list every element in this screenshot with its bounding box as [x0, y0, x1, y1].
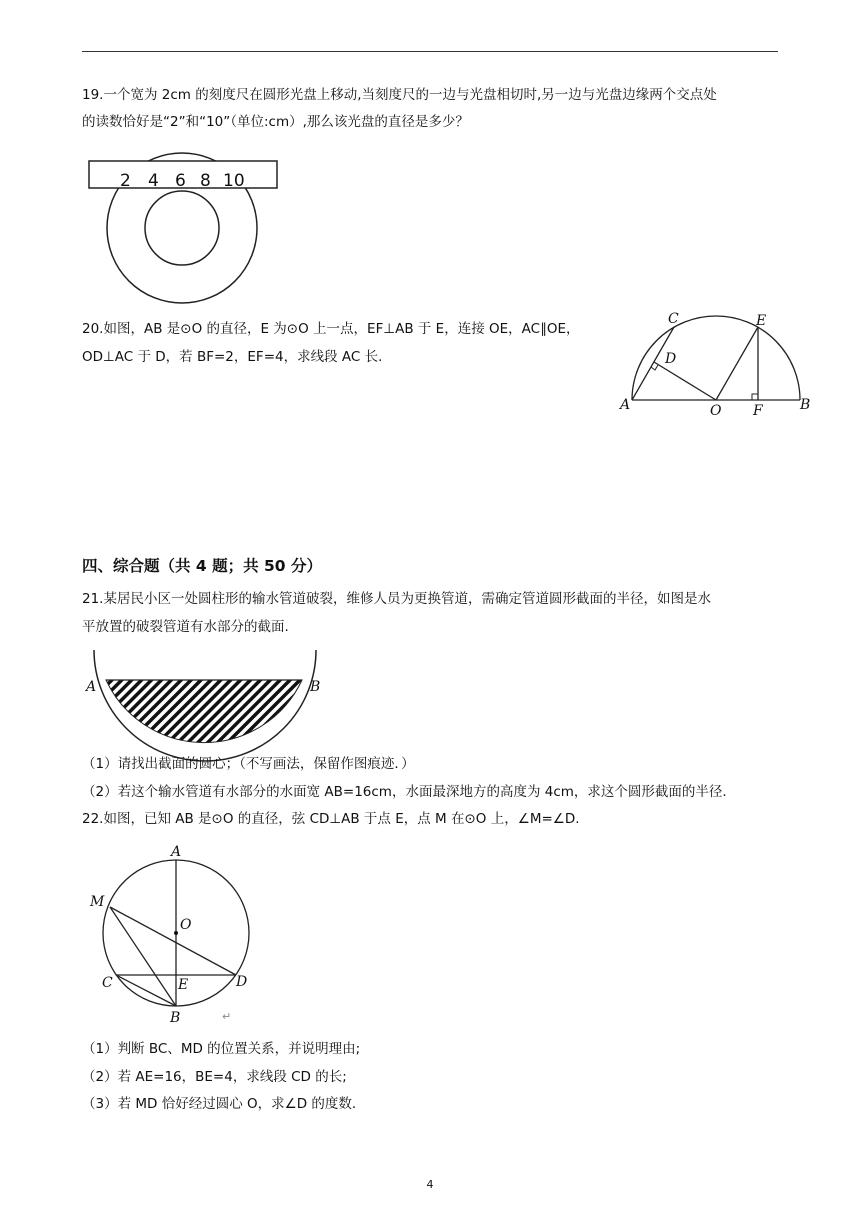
ruler-tick-8: 8 [200, 171, 211, 191]
q22-part3: （3）若 MD 恰好经过圆心 O，求∠D 的度数. [82, 1096, 357, 1112]
label-A: A [620, 397, 631, 413]
header-rule [82, 51, 778, 52]
q22-figure-circle [86, 840, 266, 1030]
label-C: C [668, 311, 679, 327]
q22-part1: （1）判断 BC、MD 的位置关系，并说明理由; [82, 1041, 361, 1057]
ruler-tick-4: 4 [148, 171, 159, 191]
ruler-tick-10: 10 [223, 171, 245, 191]
q19-figure-ruler-disc [80, 155, 290, 315]
label-E: E [178, 977, 189, 993]
right-angle-F [752, 394, 758, 400]
chord-MB [110, 907, 176, 1006]
ruler-tick-6: 6 [175, 171, 186, 191]
q20-figure-semicircle [610, 305, 825, 420]
center-dot [174, 931, 178, 935]
chord-BC [116, 975, 176, 1006]
q21-part2: （2）若这个输水管道有水部分的水面宽 AB=16cm，水面最深地方的高度为 4cm，求这个圆形截面的半径. [82, 784, 727, 800]
label-B: B [310, 679, 321, 695]
label-B: B [800, 397, 811, 413]
chord-MD [110, 907, 236, 975]
q21-figure-pipe-section [80, 650, 330, 750]
water-region [106, 680, 302, 743]
label-B: B [170, 1010, 181, 1026]
label-M: M [90, 894, 105, 910]
q19-text-line1: 19.一个宽为 2cm 的刻度尺在圆形光盘上移动,当刻度尺的一边与光盘相切时,另一边与光盘边缘两个交点处 [82, 87, 717, 103]
label-D: D [665, 351, 677, 367]
ruler-tick-2: 2 [120, 171, 131, 191]
q20-text-line1: 20.如图，AB 是⊙O 的直径，E 为⊙O 上一点，EF⊥AB 于 E，连接 OE，AC∥OE， [82, 321, 580, 337]
label-C: C [102, 975, 113, 991]
q21-text-line2: 平放置的破裂管道有水部分的截面. [82, 619, 289, 635]
label-D: D [236, 974, 248, 990]
q21-text-line1: 21.某居民小区一处圆柱形的输水管道破裂，维修人员为更换管道，需确定管道圆形截面的半径，如图是水 [82, 591, 711, 607]
label-F: F [753, 403, 763, 419]
label-O: O [180, 917, 192, 933]
section-heading: 四、综合题（共 4 题；共 50 分） [82, 557, 322, 575]
q20-text-line2: OD⊥AC 于 D，若 BF=2，EF=4，求线段 AC 长. [82, 349, 383, 365]
disc-inner-circle [145, 191, 219, 265]
label-O: O [710, 403, 722, 419]
segment-OE [716, 327, 758, 400]
page-number: 4 [426, 1178, 434, 1191]
semicircle-arc [632, 316, 800, 400]
label-A: A [86, 679, 97, 695]
q21-part1: （1）请找出截面的圆心；（不写画法，保留作图痕迹．） [82, 756, 415, 772]
label-E: E [756, 313, 767, 329]
q22-part2: （2）若 AE=16，BE=4，求线段 CD 的长; [82, 1069, 347, 1085]
segment-OD [654, 362, 716, 400]
q19-text-line2: 的读数恰好是“2”和“10”（单位:cm）,那么该光盘的直径是多少？ [82, 114, 469, 130]
return-mark: ↵ [222, 1010, 232, 1023]
label-A: A [171, 844, 182, 860]
q22-text-line1: 22.如图，已知 AB 是⊙O 的直径，弦 CD⊥AB 于点 E，点 M 在⊙O 上，∠M=∠D. [82, 811, 580, 827]
